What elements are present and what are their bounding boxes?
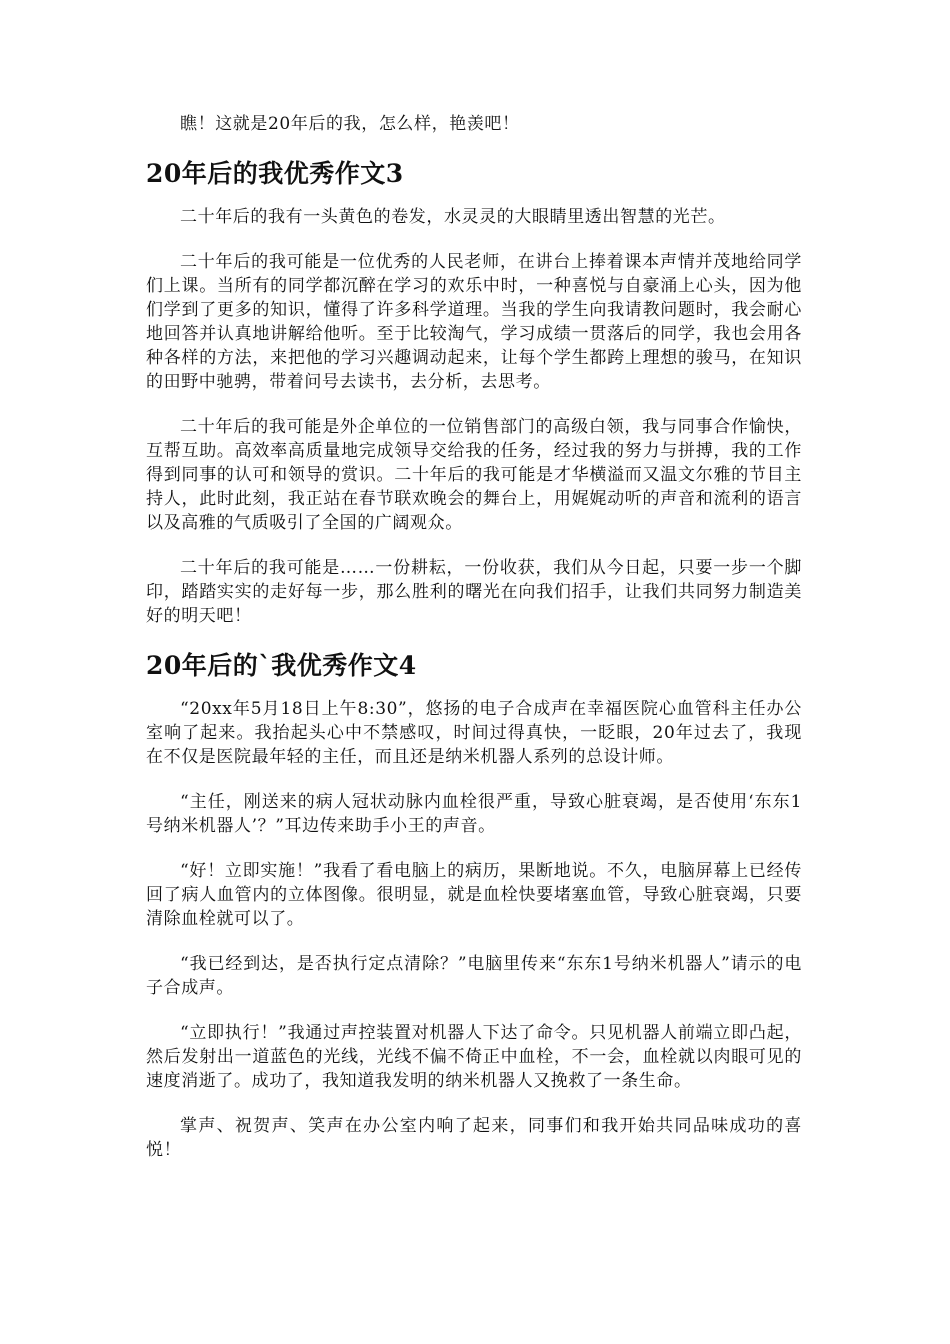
essay-4-title: 20年后的`我优秀作文4 [146, 651, 417, 680]
essay-4-paragraph-4: “我已经到达，是否执行定点清除？”电脑里传来“东东1号纳米机器人”请示的电子合成声。 [146, 954, 802, 998]
essay-3-paragraph-4: 二十年后的我可能是……一份耕耘，一份收获，我们从今日起，只要一步一个脚印，踏踏实实的走好每一步，那么胜利的曙光在向我们招手，让我们共同努力制造美好的明天吧！ [146, 558, 802, 626]
essay-3-paragraph-1: 二十年后的我有一头黄色的卷发，水灵灵的大眼睛里透出智慧的光芒。 [180, 207, 726, 227]
document-page [146, 112, 802, 1162]
essay-3-paragraph-3: 二十年后的我可能是外企单位的一位销售部门的高级白领，我与同事合作愉快，互帮互助。高效率高质量地完成领导交给我的任务，经过我的努力与拼搏，我的工作得到同事的认可和领导的赏识。二十年后的我可能是才华横溢而又温文尔雅的节目主持人，此时此刻，我正站在春节联欢晚会的舞台上，用娓娓动听的声音和流利的语言以及高雅的气质吸引了全国的广阔观众。 [146, 417, 802, 533]
essay-4-paragraph-1: “20xx年5月18日上午8:30”，悠扬的电子合成声在幸福医院心血管科主任办公室响了起来。我抬起头心中不禁感叹，时间过得真快，一眨眼，20年过去了，我现在不仅是医院最年轻的主任，而且还是纳米机器人系列的总设计师。 [146, 699, 802, 767]
essay-4-paragraph-3: “好！立即实施！”我看了看电脑上的病历，果断地说。不久，电脑屏幕上已经传回了病人血管内的立体图像。很明显，就是血栓快要堵塞血管，导致心脏衰竭，只要清除血栓就可以了。 [146, 861, 802, 929]
essay-3-title: 20年后的我优秀作文3 [146, 159, 404, 188]
closing-line: 瞧！这就是20年后的我，怎么样，艳羡吧！ [180, 114, 520, 134]
essay-3-paragraph-2: 二十年后的我可能是一位优秀的人民老师，在讲台上捧着课本声情并茂地给同学们上课。当所有的同学都沉醉在学习的欢乐中时，一种喜悦与自豪涌上心头，因为他们学到了更多的知识，懂得了许多科学道理。当我的学生向我请教问题时，我会耐心地回答并认真地讲解给他听。至于比较淘气，学习成绩一贯落后的同学，我也会用各种各样的方法，来把他的学习兴趣调动起来，让每个学生都跨上理想的骏马，在知识的田野中驰骋，带着问号去读书，去分析，去思考。 [146, 252, 802, 392]
essay-4-paragraph-5: “立即执行！”我通过声控装置对机器人下达了命令。只见机器人前端立即凸起，然后发射出一道蓝色的光线，光线不偏不倚正中血栓，不一会，血栓就以肉眼可见的速度消逝了。成功了，我知道我发明的纳米机器人又挽救了一条生命。 [146, 1023, 802, 1091]
essay-4-paragraph-6: 掌声、祝贺声、笑声在办公室内响了起来，同事们和我开始共同品味成功的喜悦！ [146, 1116, 802, 1160]
essay-4-paragraph-2: “主任，刚送来的病人冠状动脉内血栓很严重，导致心脏衰竭，是否使用‘东东1号纳米机器人’？”耳边传来助手小王的声音。 [146, 792, 802, 836]
